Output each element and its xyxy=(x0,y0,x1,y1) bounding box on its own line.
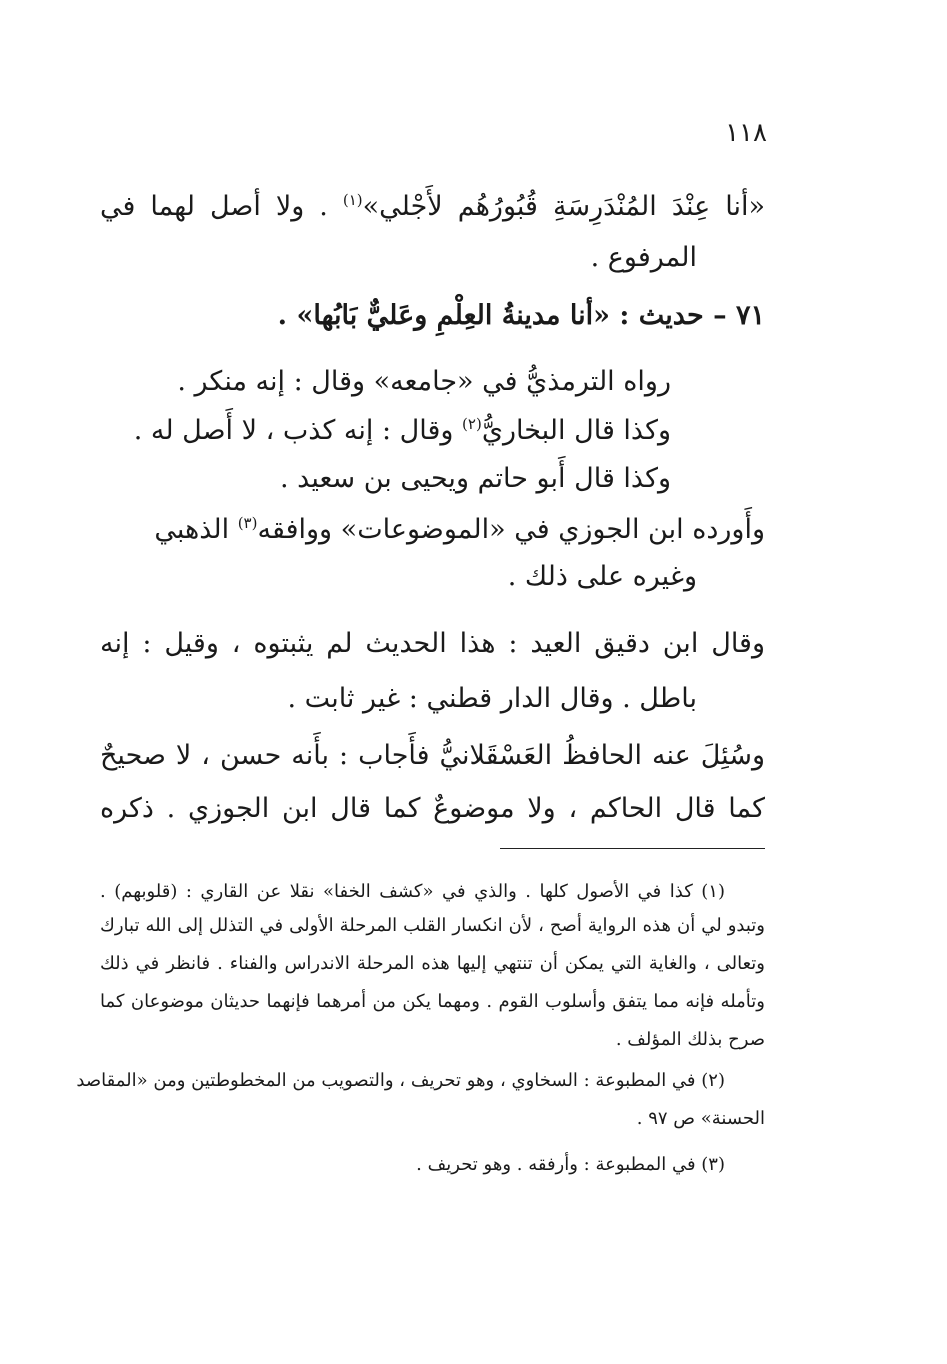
footnote-ref-2: (٢) xyxy=(462,415,482,433)
hadith-heading-71: ٧١ – حديث : «أنا مدينةُ العِلْمِ وعَليٌّ بَابُها» . xyxy=(277,300,765,331)
body-line-12: كما قال الحاكم ، ولا موضوعٌ كما قال ابن الجوزي . ذكره xyxy=(100,793,765,824)
footnote-2-line-1: (٢) في المطبوعة : السخاوي ، وهو تحريف ، والتصويب من المخطوطتين ومن «المقاصد xyxy=(76,1070,725,1091)
body-line-10: باطل . وقال الدار قطني : غير ثابت . xyxy=(287,683,697,714)
body-line-6: وكذا قال أَبو حاتم ويحيى بن سعيد . xyxy=(279,463,671,494)
footnote-separator xyxy=(500,848,765,849)
body-line-5 xyxy=(134,411,671,451)
body-text: الذهبي xyxy=(154,514,238,545)
quoted-hadith-text: «أنا عِنْدَ المُنْدَرِسَةِ قُبُورُهُم لأَجْلي» xyxy=(362,191,765,222)
footnote-2-line-2: الحسنة» ص ٩٧ . xyxy=(636,1108,765,1129)
page-number: ١١٨ xyxy=(725,118,767,148)
body-text: وأَورده ابن الجوزي في «الموضوعات» ووافقه xyxy=(257,514,765,545)
body-line-7 xyxy=(154,510,765,550)
body-text: وقال : إنه كذب ، لا أَصل له . xyxy=(133,415,463,446)
footnote-ref-1: (١) xyxy=(342,191,363,209)
footnote-ref-3: (٣) xyxy=(237,514,258,532)
body-line-8: وغيره على ذلك . xyxy=(507,561,697,592)
body-line-2: المرفوع . xyxy=(590,242,697,273)
body-line-1 xyxy=(100,187,765,227)
footnote-3-line-1: (٣) في المطبوعة : وأرفقه . وهو تحريف . xyxy=(416,1154,725,1175)
footnote-1-line-1: (١) كذا في الأصول كلها . والذي في «كشف الخفا» نقلا عن القاري : (قلوبهم) . xyxy=(100,881,725,902)
footnote-1-line-3: وتعالى ، والغاية التي يمكن أن تنتهي إليها هذه المرحلة الاندراس والفناء . فانظر في ذلك xyxy=(100,953,765,974)
body-text: . ولا أصل لهما في xyxy=(100,191,343,222)
footnote-1-line-2: وتبدو لي أن هذه الرواية أصح ، لأن انكسار القلب المرحلة الأولى في التذلل إلى الله تبارك xyxy=(100,915,765,936)
body-line-9: وقال ابن دقيق العيد : هذا الحديث لم يثبتوه ، وقيل : إنه xyxy=(100,628,765,659)
body-text: وكذا قال البخاريُّ xyxy=(481,415,671,446)
footnote-1-line-4: وتأمله فإنه مما يتفق وأسلوب القوم . ومهما يكن من أمرهما فإنهما حديثان موضوعان كما xyxy=(100,991,765,1012)
body-line-4: رواه الترمذيُّ في «جامعه» وقال : إنه منكر . xyxy=(177,366,671,397)
footnote-1-line-5: صرح بذلك المؤلف . xyxy=(615,1029,765,1050)
body-line-11: وسُئِلَ عنه الحافظُ العَسْقَلانيُّ فأَجاب : بأَنه حسن ، لا صحيحٌ xyxy=(100,740,765,771)
